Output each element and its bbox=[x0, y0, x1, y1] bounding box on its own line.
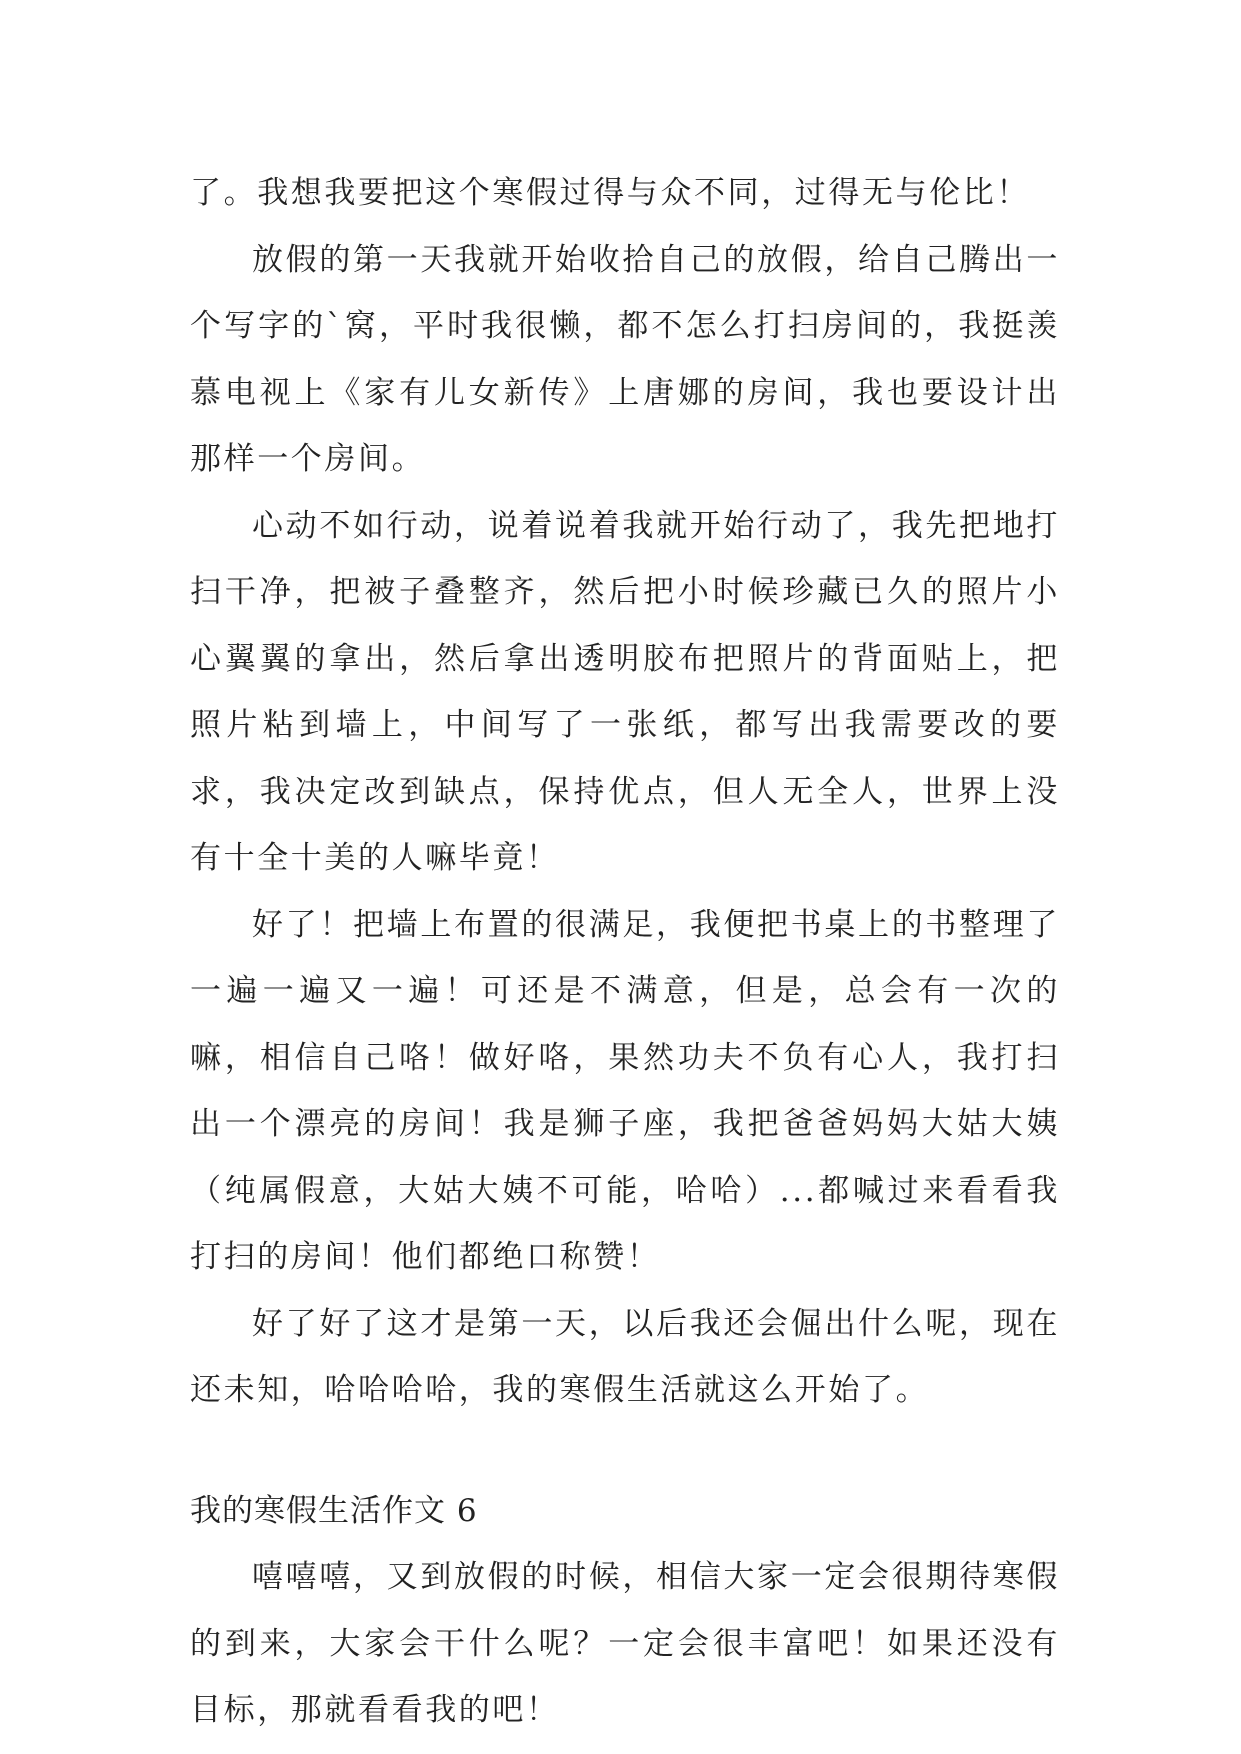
paragraph-tidy-desk: 好了！把墙上布置的很满足，我便把书桌上的书整理了一遍一遍又一遍！可还是不满意，但是，总会有一次的嘛，相信自己咯！做好咯，果然功夫不负有心人，我打扫出一个漂亮的房间！我是狮子座，我把爸爸妈妈大姑大姨（纯属假意，大姑大姨不可能，哈哈）...都喊过来看看我打扫的房间！他们都绝口称赞！ bbox=[190, 906, 1060, 1275]
paragraph-essay-6-intro: 嘻嘻嘻，又到放假的时候，相信大家一定会很期待寒假的到来，大家会干什么呢？一定会很丰富吧！如果还没有目标，那就看看我的吧！ bbox=[190, 1559, 1060, 1728]
section-heading: 我的寒假生活作文 6 bbox=[190, 1492, 478, 1529]
document-body bbox=[190, 160, 1060, 1744]
paragraph-first-day: 放假的第一天我就开始收拾自己的放假，给自己腾出一个写字的`窝，平时我很懒，都不怎么打扫房间的，我挺羡慕电视上《家有儿女新传》上唐娜的房间，我也要设计出那样一个房间。 bbox=[190, 241, 1060, 477]
paragraph-first-day-end: 好了好了这才是第一天，以后我还会倔出什么呢，现在还未知，哈哈哈哈，我的寒假生活就这么开始了。 bbox=[190, 1305, 1060, 1408]
paragraph-continuation: 了。我想我要把这个寒假过得与众不同，过得无与伦比！ bbox=[190, 175, 1030, 211]
paragraph-cleaning: 心动不如行动，说着说着我就开始行动了，我先把地打扫干净，把被子叠整齐，然后把小时候珍藏已久的照片小心翼翼的拿出，然后拿出透明胶布把照片的背面贴上，把照片粘到墙上，中间写了一张纸，都写出我需要改的要求，我决定改到缺点，保持优点，但人无全人，世界上没有十全十美的人嘛毕竟！ bbox=[190, 507, 1060, 876]
